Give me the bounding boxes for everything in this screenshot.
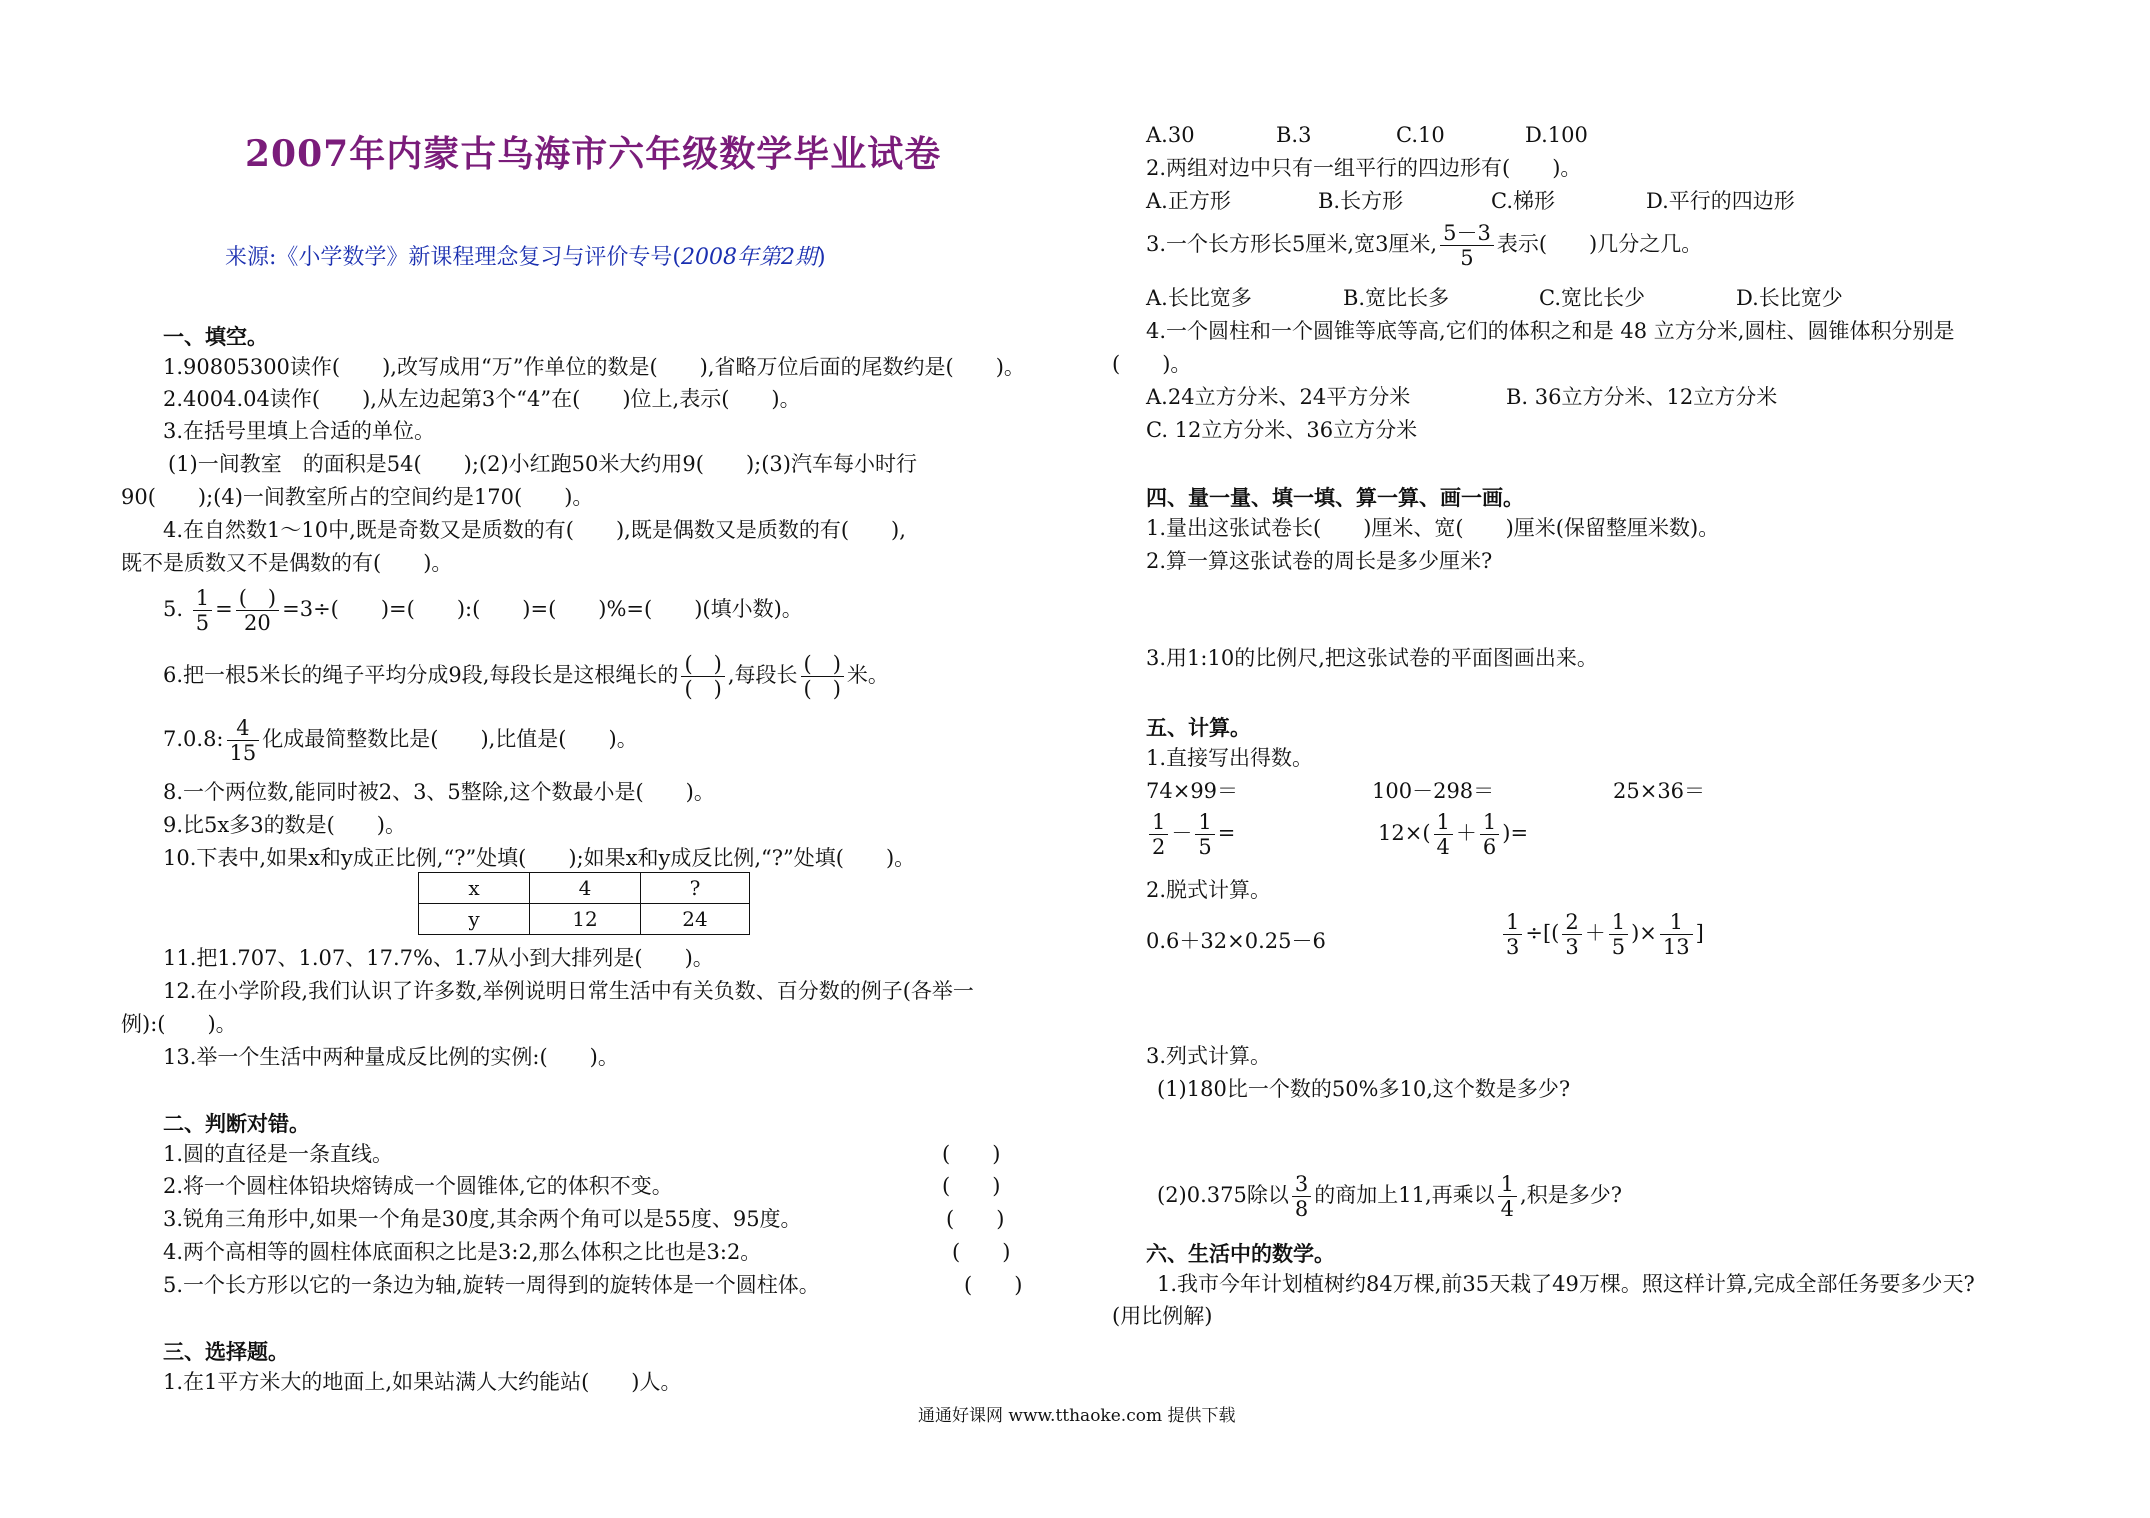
equals-sign: = xyxy=(1217,821,1236,845)
fraction-numerator: 1 xyxy=(1480,810,1499,835)
source-issue: 2008年第2期 xyxy=(681,245,817,270)
calc-item: 74×99＝ xyxy=(1146,779,1239,803)
judge-item: 5.一个长方形以它的一条边为轴,旋转一周得到的旋转体是一个圆柱体。 xyxy=(163,1273,820,1297)
q3-text-a: 3.一个长方形长5厘米,宽3厘米, xyxy=(1146,232,1438,256)
question-1-12-line-1: 12.在小学阶段,我们认识了许多数,举例说明日常生活中有关负数、百分数的例子(各举一 xyxy=(163,979,974,1003)
choice-option: C. 12立方分米、36立方分米 xyxy=(1146,418,1418,442)
fraction xyxy=(1434,810,1453,859)
question-1-7 xyxy=(163,716,638,765)
fraction xyxy=(1292,1172,1311,1221)
question-1-4-line-1: 4.在自然数1～10中,既是奇数又是质数的有( ),既是偶数又是质数的有( ), xyxy=(163,518,906,542)
equals-sign: = xyxy=(215,597,233,621)
fraction xyxy=(193,586,212,635)
question-1-13: 13.举一个生活中两种量成反比例的实例:( )。 xyxy=(163,1045,619,1069)
fraction xyxy=(227,716,260,765)
table-row xyxy=(419,873,750,904)
fraction xyxy=(681,652,724,701)
wp2-text-b: 的商加上11,再乘以 xyxy=(1314,1183,1495,1207)
calc-part-2-label: 2.脱式计算。 xyxy=(1146,878,1272,902)
fraction-numerator: 1 xyxy=(1609,910,1628,935)
fraction-denominator: 5 xyxy=(195,611,210,635)
expr-part: ] xyxy=(1695,921,1704,945)
fraction xyxy=(1660,910,1693,959)
life-problem-line-2: (用比例解) xyxy=(1112,1304,1213,1328)
measure-question-1: 1.量出这张试卷长( )厘米、宽( )厘米(保留整厘米数)。 xyxy=(1146,516,1720,540)
choice-question-1: 1.在1平方米大的地面上,如果站满人大约能站( )人。 xyxy=(163,1370,682,1394)
q7-text-b: 化成最简整数比是( ),比值是( )。 xyxy=(262,727,638,751)
source-line xyxy=(225,240,826,271)
fraction-numerator: 2 xyxy=(1562,910,1581,935)
question-1-2: 2.4004.04读作( ),从左边起第3个“4”在( )位上,表示( )。 xyxy=(163,387,801,411)
choice-option: D.100 xyxy=(1525,123,1588,147)
question-1-12-line-2: 例):( )。 xyxy=(121,1012,237,1036)
calc-item xyxy=(1146,810,1235,859)
calc-item: 25×36＝ xyxy=(1613,779,1706,803)
question-1-11: 11.把1.707、1.07、17.7%、1.7从小到大排列是( )。 xyxy=(163,946,714,970)
judge-item: 3.锐角三角形中,如果一个角是30度,其余两个角可以是55度、95度。 xyxy=(163,1207,802,1231)
fraction-denominator: 5 xyxy=(1460,246,1474,270)
fraction xyxy=(1480,810,1499,859)
section-calculation: 五、计算。 xyxy=(1146,715,1251,740)
fraction xyxy=(1149,810,1168,859)
section-math-in-life: 六、生活中的数学。 xyxy=(1146,1241,1335,1266)
q5-rest: =3÷( )=( ):( )=( )%=( )(填小数)。 xyxy=(282,597,803,621)
calc-suffix: )= xyxy=(1502,821,1529,845)
fraction-denominator: 15 xyxy=(229,741,257,765)
judge-item: 4.两个高相等的圆柱体底面积之比是3:2,那么体积之比也是3:2。 xyxy=(163,1240,762,1264)
fraction-numerator: 4 xyxy=(227,716,260,741)
fraction-numerator: 1 xyxy=(1498,1172,1517,1197)
choice-option: C.宽比长少 xyxy=(1539,286,1645,310)
fraction-numerator: 1 xyxy=(1660,910,1693,935)
fraction-numerator: 1 xyxy=(193,586,212,611)
minus-sign: － xyxy=(1171,821,1193,845)
q3-text-b: 表示( )几分之几。 xyxy=(1496,232,1703,256)
table-cell: 24 xyxy=(641,904,750,935)
table-row xyxy=(419,904,750,935)
answer-blank[interactable]: ( ) xyxy=(952,1240,1011,1264)
choice-option: B.宽比长多 xyxy=(1343,286,1450,310)
question-1-1: 1.90805300读作( ),改写成用“万”作单位的数是( ),省略万位后面的尾数约是( )。 xyxy=(163,355,1025,379)
choice-option: A.24立方分米、24平方分米 xyxy=(1146,385,1411,409)
fraction-denominator: 3 xyxy=(1506,935,1520,959)
choice-option: B. 36立方分米、12立方分米 xyxy=(1506,385,1778,409)
calc-prefix: 12×( xyxy=(1378,821,1431,845)
measure-question-3: 3.用1:10的比例尺,把这张试卷的平面图画出来。 xyxy=(1146,646,1598,670)
measure-question-2: 2.算一算这张试卷的周长是多少厘米? xyxy=(1146,549,1493,573)
table-cell: y xyxy=(419,904,530,935)
fraction xyxy=(236,586,279,635)
q6-text-a: 6.把一根5米长的绳子平均分成9段,每段长是这根绳长的 xyxy=(163,663,679,687)
calc-item xyxy=(1378,810,1528,859)
plus-sign: ＋ xyxy=(1455,821,1477,845)
section-fill-in: 一、填空。 xyxy=(163,324,268,349)
expr-part: ÷[( xyxy=(1525,921,1560,945)
calc-item: 100－298＝ xyxy=(1372,779,1495,803)
fraction-numerator: 5－3 xyxy=(1440,221,1494,246)
choice-option: C.梯形 xyxy=(1491,189,1555,213)
table-cell: ? xyxy=(641,873,750,904)
fraction xyxy=(801,652,844,701)
q6-text-b: ,每段长 xyxy=(727,663,798,687)
fraction-numerator: 1 xyxy=(1434,810,1453,835)
q5-prefix: 5. xyxy=(163,597,184,621)
fraction-denominator: 13 xyxy=(1662,935,1690,959)
fraction-numerator: ( ) xyxy=(236,586,279,611)
choice-question-4-line-1: 4.一个圆柱和一个圆锥等底等高,它们的体积之和是 48 立方分米,圆柱、圆锥体积分别是 xyxy=(1146,319,1955,343)
fraction-denominator: 5 xyxy=(1611,935,1626,959)
question-1-3-line-2: 90( );(4)一间教室所占的空间约是170( )。 xyxy=(121,485,594,509)
source-prefix: 来源:《小学数学》新课程理念复习与评价专号( xyxy=(225,245,681,270)
question-1-6 xyxy=(163,652,889,701)
word-problem-2 xyxy=(1157,1172,1622,1221)
question-1-3-line-1: (1)一间教室 的面积是54( );(2)小红跑50米大约用9( );(3)汽车每小时行 xyxy=(168,452,917,476)
choice-option: D.长比宽少 xyxy=(1736,286,1843,310)
fraction-numerator: ( ) xyxy=(801,652,844,677)
answer-blank[interactable]: ( ) xyxy=(946,1207,1005,1231)
choice-option: C.10 xyxy=(1396,123,1445,147)
section-measure-draw: 四、量一量、填一填、算一算、画一画。 xyxy=(1146,485,1524,510)
calc-expression xyxy=(1500,910,1704,959)
table-cell: 12 xyxy=(530,904,641,935)
question-1-9: 9.比5x多3的数是( )。 xyxy=(163,813,406,837)
answer-blank[interactable]: ( ) xyxy=(964,1273,1023,1297)
question-1-8: 8.一个两位数,能同时被2、3、5整除,这个数最小是( )。 xyxy=(163,780,715,804)
fraction xyxy=(1195,810,1214,859)
proportion-table xyxy=(418,872,750,935)
q7-text-a: 7.0.8: xyxy=(163,727,224,751)
calc-part-1-label: 1.直接写出得数。 xyxy=(1146,746,1314,770)
plus-sign: ＋ xyxy=(1584,921,1606,945)
choice-question-3 xyxy=(1146,221,1702,270)
expr-part: )× xyxy=(1631,921,1657,945)
fraction-numerator: 1 xyxy=(1195,810,1214,835)
fraction xyxy=(1503,910,1522,959)
calc-expression: 0.6＋32×0.25－6 xyxy=(1146,929,1326,953)
fraction-denominator: 4 xyxy=(1436,835,1450,859)
fraction-denominator: ( ) xyxy=(684,677,722,701)
life-problem-line-1: 1.我市今年计划植树约84万棵,前35天栽了49万棵。照这样计算,完成全部任务要多少天? xyxy=(1157,1272,1975,1296)
section-true-false: 二、判断对错。 xyxy=(163,1111,310,1136)
wp2-text-c: ,积是多少? xyxy=(1520,1183,1622,1207)
answer-blank[interactable]: ( ) xyxy=(942,1174,1001,1198)
fraction-numerator: ( ) xyxy=(681,652,724,677)
fraction-numerator: 1 xyxy=(1149,810,1168,835)
wp2-text-a: (2)0.375除以 xyxy=(1157,1183,1289,1207)
table-cell: 4 xyxy=(530,873,641,904)
fraction-numerator: 1 xyxy=(1503,910,1522,935)
judge-item: 1.圆的直径是一条直线。 xyxy=(163,1142,394,1166)
fraction-denominator: 5 xyxy=(1198,835,1212,859)
choice-option: B.3 xyxy=(1276,123,1312,147)
choice-question-4-line-2: ( )。 xyxy=(1112,352,1192,376)
fraction-denominator: 4 xyxy=(1500,1197,1515,1221)
choice-question-2: 2.两组对边中只有一组平行的四边形有( )。 xyxy=(1146,156,1582,180)
answer-blank[interactable]: ( ) xyxy=(942,1142,1001,1166)
choice-option: A.30 xyxy=(1146,123,1195,147)
calc-part-3-label: 3.列式计算。 xyxy=(1146,1044,1272,1068)
fraction xyxy=(1498,1172,1517,1221)
fraction xyxy=(1562,910,1581,959)
fraction-numerator: 3 xyxy=(1292,1172,1311,1197)
source-suffix: ) xyxy=(817,245,826,270)
fraction-denominator: ( ) xyxy=(803,677,841,701)
choice-option: D.平行的四边形 xyxy=(1646,189,1795,213)
page-title: 2007年内蒙古乌海市六年级数学毕业试卷 xyxy=(245,133,942,175)
fraction-denominator: 2 xyxy=(1152,835,1166,859)
section-multiple-choice: 三、选择题。 xyxy=(163,1339,289,1364)
fraction-denominator: 8 xyxy=(1294,1197,1309,1221)
choice-option: A.正方形 xyxy=(1146,189,1231,213)
judge-item: 2.将一个圆柱体铅块熔铸成一个圆锥体,它的体积不变。 xyxy=(163,1174,673,1198)
fraction xyxy=(1609,910,1628,959)
question-1-4-line-2: 既不是质数又不是偶数的有( )。 xyxy=(121,551,453,575)
choice-option: B.长方形 xyxy=(1318,189,1404,213)
question-1-5 xyxy=(163,586,803,635)
fraction-denominator: 3 xyxy=(1565,935,1579,959)
q6-text-c: 米。 xyxy=(846,663,889,687)
fraction xyxy=(1440,221,1494,270)
word-problem-1: (1)180比一个数的50%多10,这个数是多少? xyxy=(1157,1077,1571,1101)
fraction-denominator: 20 xyxy=(244,611,271,635)
fraction-denominator: 6 xyxy=(1482,835,1497,859)
question-1-10: 10.下表中,如果x和y成正比例,“?”处填( );如果x和y成反比例,“?”处填( )。 xyxy=(163,846,916,870)
table-cell: x xyxy=(419,873,530,904)
question-1-3: 3.在括号里填上合适的单位。 xyxy=(163,419,436,443)
choice-option: A.长比宽多 xyxy=(1146,286,1252,310)
footer-credit: 通通好课网 www.tthaoke.com 提供下载 xyxy=(918,1406,1236,1426)
